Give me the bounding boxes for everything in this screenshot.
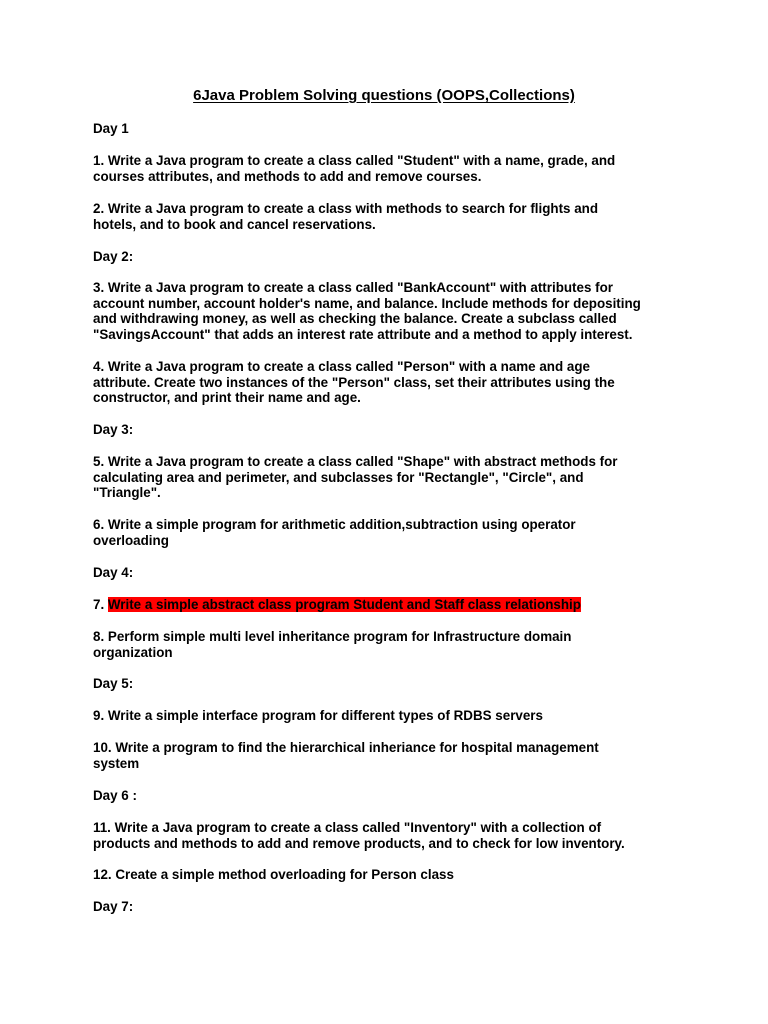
question-9: 9. Write a simple interface program for different types of RDBS servers (93, 708, 543, 723)
day-heading-5: Day 5: (93, 676, 134, 691)
question-11 (93, 820, 693, 851)
question-10 (93, 740, 693, 771)
question-2-line-1: 2. Write a Java program to create a class with methods to search for flights and (93, 201, 599, 216)
question-6-line-2: overloading (93, 532, 169, 548)
question-11-line-1: 11. Write a Java program to create a class called "Inventory" with a collection of (93, 820, 602, 835)
day-heading-6: Day 6 : (93, 788, 137, 803)
question-3-line-2: account number, account holder's name, and balance. Include methods for depositing (93, 295, 641, 311)
question-6-line-1: 6. Write a simple program for arithmetic addition,subtraction using operator (93, 517, 576, 532)
question-4-line-3: constructor, and print their name and age. (93, 390, 361, 406)
question-8-line-2: organization (93, 644, 173, 660)
day-heading-1: Day 1 (93, 121, 129, 136)
document-title: 6Java Problem Solving questions (OOPS,Collections) (193, 87, 575, 104)
question-5-line-2: calculating area and perimeter, and subclasses for "Rectangle", "Circle", and (93, 469, 584, 485)
question-1 (93, 153, 693, 184)
question-10-line-2: system (93, 755, 140, 771)
question-12: 12. Create a simple method overloading for Person class (93, 867, 454, 882)
question-7 (93, 597, 693, 613)
question-3 (93, 280, 693, 342)
question-5-line-3: "Triangle". (93, 485, 161, 501)
day-heading-2: Day 2: (93, 249, 134, 264)
question-8 (93, 629, 693, 660)
day-heading-3: Day 3: (93, 422, 134, 437)
question-4-line-1: 4. Write a Java program to create a class called "Person" with a name and age (93, 359, 590, 374)
question-8-line-1: 8. Perform simple multi level inheritance program for Infrastructure domain (93, 629, 572, 644)
question-5 (93, 454, 693, 501)
question-3-line-4: "SavingsAccount" that adds an interest rate attribute and a method to apply interest. (93, 326, 633, 342)
question-4 (93, 359, 693, 406)
question-6 (93, 517, 693, 548)
question-10-line-1: 10. Write a program to find the hierarchical inheriance for hospital management (93, 740, 599, 755)
question-5-line-1: 5. Write a Java program to create a class called "Shape" with abstract methods for (93, 454, 618, 469)
question-11-line-2: products and methods to add and remove products, and to check for low inventory. (93, 835, 625, 851)
question-3-line-1: 3. Write a Java program to create a class called "BankAccount" with attributes for (93, 280, 613, 295)
question-4-line-2: attribute. Create two instances of the "Person" class, set their attributes using the (93, 374, 615, 390)
question-2 (93, 201, 693, 232)
question-1-line-2: courses attributes, and methods to add and remove courses. (93, 168, 482, 184)
question-7-highlighted-text: Write a simple abstract class program Student and Staff class relationship (107, 597, 581, 612)
day-heading-4: Day 4: (93, 565, 134, 580)
question-3-line-3: and withdrawing money, as well as checking the balance. Create a subclass called (93, 311, 617, 327)
question-2-line-2: hotels, and to book and cancel reservations. (93, 216, 376, 232)
day-heading-7: Day 7: (93, 899, 134, 914)
question-1-line-1: 1. Write a Java program to create a class called "Student" with a name, grade, and (93, 153, 616, 168)
question-7-number: 7. (93, 597, 108, 612)
